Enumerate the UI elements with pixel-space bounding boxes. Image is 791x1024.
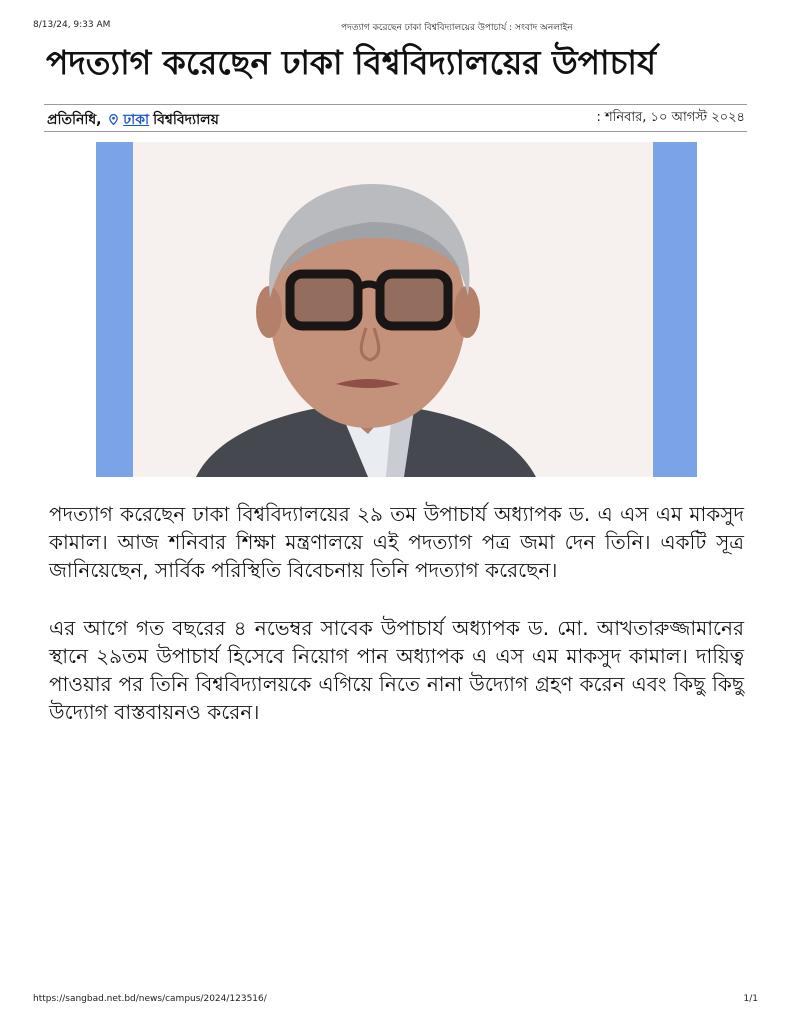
reporter-label: প্রতিনিধি,: [47, 112, 102, 128]
print-url: https://sangbad.net.bd/news/campus/2024/123516/: [33, 994, 267, 1004]
byline: [44, 104, 747, 132]
article-photo: [96, 142, 697, 477]
institution-label: বিশ্ববিদ্যালয়: [153, 112, 219, 128]
print-header: [33, 20, 758, 34]
map-pin-icon: [109, 112, 123, 128]
print-footer: [33, 994, 758, 1008]
page-number: 1/1: [743, 994, 758, 1004]
article-body: [49, 500, 744, 756]
reporter: [47, 108, 219, 132]
portrait-illustration: [96, 142, 697, 477]
print-datetime: 8/13/24, 9:33 AM: [33, 20, 111, 30]
city-link[interactable]: ঢাকা: [123, 112, 150, 128]
print-page-title: পদত্যাগ করেছেন ঢাকা বিশ্ববিদ্যালয়ের উপাচার্য : সংবাদ অনলাইন: [341, 23, 573, 33]
article-headline: পদত্যাগ করেছেন ঢাকা বিশ্ববিদ্যালয়ের উপাচার্য: [46, 43, 657, 82]
article-paragraph-2: এর আগে গত বছরের ৪ নভেম্বর সাবেক উপাচার্য অধ্যাপক ড. মো. আখতারুজ্জামানের স্থানে ২৯তম উপাচার্য হিসেবে নিয়োগ পান অধ্যাপক এ এস এম মাকসুদ কামাল। দায়িত্ব পাওয়ার পর তিনি বিশ্ববিদ্যালয়কে এগিয়ে নিতে নানা উদ্যোগ গ্রহণ করেন এবং কিছু কিছু উদ্যোগ বাস্তবায়নও করেন।: [49, 616, 744, 724]
article-paragraph-1: পদত্যাগ করেছেন ঢাকা বিশ্ববিদ্যালয়ের ২৯ তম উপাচার্য অধ্যাপক ড. এ এস এম মাকসুদ কামাল। আজ শনিবার শিক্ষা মন্ত্রণালয়ে এই পদত্যাগ পত্র জমা দেন তিনি। একটি সূত্র জানিয়েছেন, সার্বিক পরিস্থিতি বিবেচনায় তিনি পদত্যাগ করেছেন।: [49, 502, 744, 582]
publish-date: : শনিবার, ১০ আগস্ট ২০২৪: [596, 110, 745, 125]
